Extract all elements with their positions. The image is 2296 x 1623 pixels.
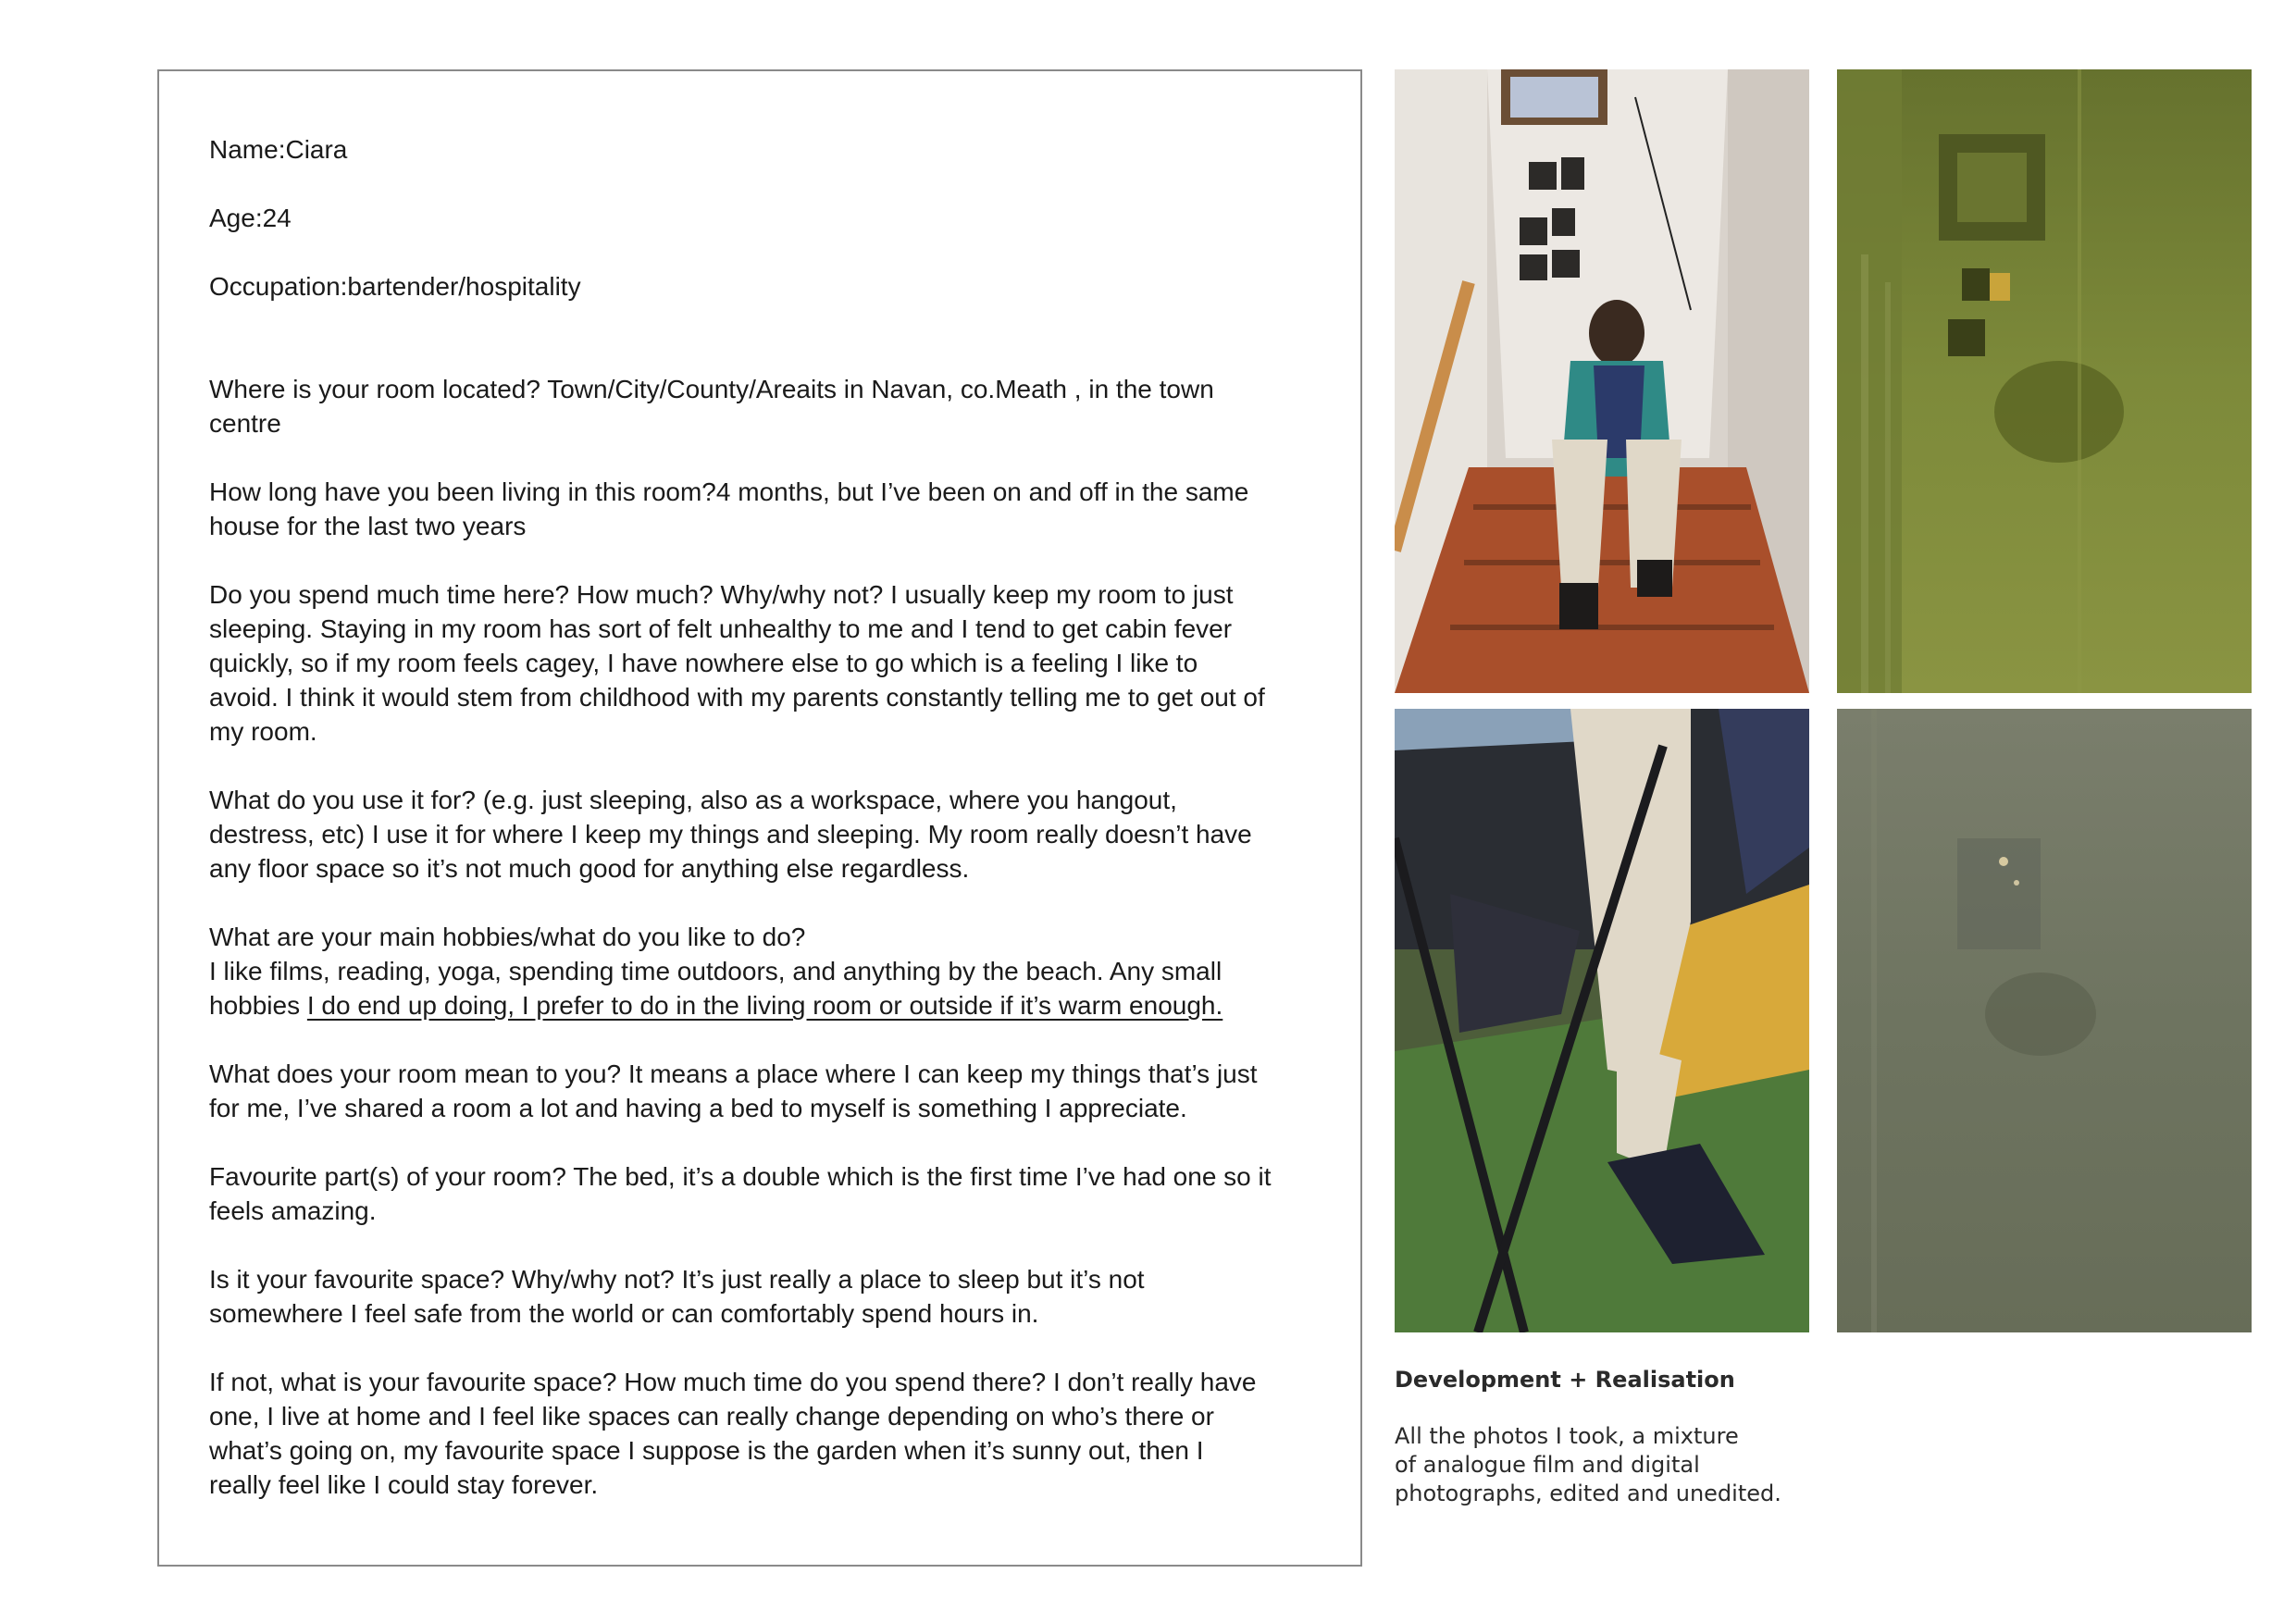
grey-film-photo	[1837, 709, 2252, 1332]
interview-text	[209, 132, 1310, 1502]
interview-panel	[157, 69, 1362, 1567]
underlined-phrase: I do end up doing, I prefer to do in the living room or outside if it’s warm enough.	[306, 991, 1223, 1020]
answer-favourite-space: Is it your favourite space? Why/why not? It’s just really a place to sleep but it’s not somewhere I feel safe from the world or can comfortably spend hours in.	[209, 1265, 1145, 1328]
green-film-photo	[1837, 69, 2252, 693]
answer-usage: What do you use it for? (e.g. just sleeping, also as a workspace, where you hangout, destress, etc) I use it for where I keep my things and sleeping. My room really doesn’t have any floor space so it’s not much good for anything else regardless.	[209, 786, 1252, 883]
interview-name: Name:Ciara	[209, 135, 348, 164]
stairs-photo	[1395, 69, 1809, 693]
answer-duration: How long have you been living in this room?4 months, but I’ve been on and off in the same house for the last two years	[209, 477, 1249, 540]
answer-other-space: If not, what is your favourite space? How much time do you spend there? I don’t really have one, I live at home and I feel like spaces can really change depending on who’s there or what’s going on, my favourite space I suppose is the garden when it’s sunny out, then I really feel like I could stay forever.	[209, 1368, 1257, 1499]
interview-occupation: Occupation:bartender/hospitality	[209, 272, 581, 301]
answer-hobbies: What are your main hobbies/what do you like to do? I like films, reading, yoga, spending time outdoors, and anything by the beach. Any small hobbies I do end up doing, I prefer to do in the living room or outside if it’s warm enough.	[209, 923, 1223, 1020]
answer-favourite-part: Favourite part(s) of your room? The bed, it’s a double which is the first time I’ve had one so it feels amazing.	[209, 1162, 1272, 1225]
boots-photo	[1395, 709, 1809, 1332]
answer-time-spent: Do you spend much time here? How much? Why/why not? I usually keep my room to just sleeping. Staying in my room has sort of felt unhealthy to me and I tend to get cabin fever quickly, so if my room feels cagey, I have nowhere else to go which is a feeling I like to avoid. I think it would stem from childhood with my parents constantly telling me to get out of my room.	[209, 580, 1265, 746]
answer-meaning: What does your room mean to you? It means a place where I can keep my things that’s just for me, I’ve shared a room a lot and having a bed to myself is something I appreciate.	[209, 1059, 1258, 1122]
caption-title: Development + Realisation	[1395, 1367, 1735, 1393]
answer-location: Where is your room located? Town/City/County/Areaits in Navan, co.Meath , in the town centre	[209, 375, 1214, 438]
caption-body: All the photos I took, a mixture of analogue film and digital photographs, edited and unedited.	[1395, 1423, 1781, 1506]
interview-age: Age:24	[209, 204, 292, 232]
